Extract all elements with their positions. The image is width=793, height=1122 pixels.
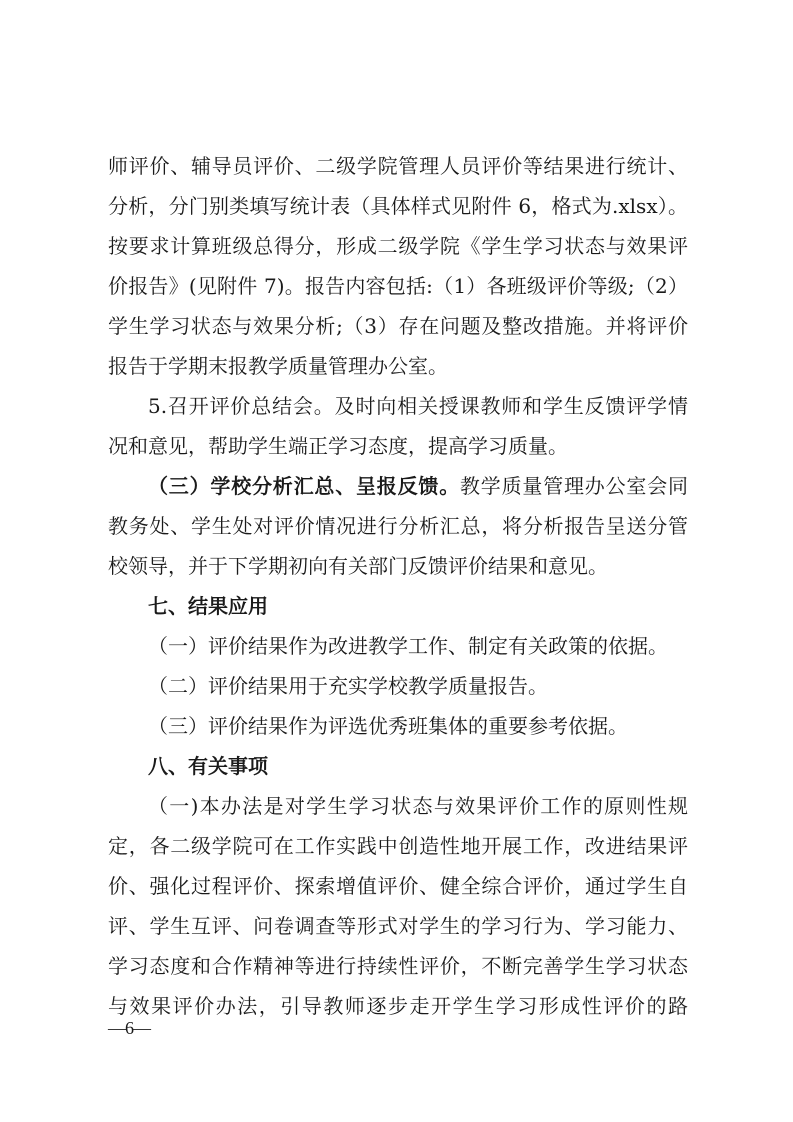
- paragraph-line: 学生学习状态与效果分析;（3）存在问题及整改措施。并将评价: [108, 314, 688, 338]
- section3-heading: （三）学校分析汇总、呈报反馈。: [148, 474, 460, 498]
- results-item: （三）评价结果作为评选优秀班集体的重要参考依据。: [148, 714, 628, 738]
- matters-line: 定，各二级学院可在工作实践中创造性地开展工作，改进结果评: [108, 834, 688, 858]
- item5-line: 况和意见，帮助学生端正学习态度，提高学习质量。: [108, 434, 568, 458]
- section3-line: 校领导，并于下学期初向有关部门反馈评价结果和意见。: [108, 554, 608, 578]
- paragraph-line: 分析，分门别类填写统计表（具体样式见附件 6，格式为.xlsx）。: [108, 194, 688, 218]
- matters-line: 与效果评价办法，引导教师逐步走开学生学习形成性评价的路: [108, 994, 688, 1018]
- results-item: （二）评价结果用于充实学校教学质量报告。: [148, 674, 548, 698]
- section3-first-line: [148, 466, 688, 506]
- paragraph-line: 师评价、辅导员评价、二级学院管理人员评价等结果进行统计、: [108, 154, 688, 178]
- matters-line: 价、强化过程评价、探索增值评价、健全综合评价，通过学生自: [108, 874, 688, 898]
- paragraph-line: 价报告》(见附件 7)。报告内容包括:（1）各班级评价等级;（2）: [108, 274, 688, 298]
- heading-results-application: 七、结果应用: [148, 594, 268, 618]
- section3-line: 教务处、学生处对评价情况进行分析汇总，将分析报告呈送分管: [108, 514, 688, 538]
- heading-related-matters: 八、有关事项: [148, 754, 268, 778]
- matters-line: 学习态度和合作精神等进行持续性评价，不断完善学生学习状态: [108, 954, 688, 978]
- paragraph-line: 报告于学期末报教学质量管理办公室。: [108, 354, 448, 378]
- results-item: （一）评价结果作为改进教学工作、制定有关政策的依据。: [148, 634, 668, 658]
- item5-line: 5.召开评价总结会。及时向相关授课教师和学生反馈评学情: [148, 394, 688, 418]
- matters-line: （一)本办法是对学生学习状态与效果评价工作的原则性规: [148, 794, 688, 818]
- paragraph-line: 按要求计算班级总得分，形成二级学院《学生学习状态与效果评: [108, 234, 688, 258]
- page-number: —6—: [108, 1018, 150, 1038]
- section3-text: 教学质量管理办公室会同: [460, 474, 688, 498]
- matters-line: 评、学生互评、问卷调查等形式对学生的学习行为、学习能力、: [108, 914, 688, 938]
